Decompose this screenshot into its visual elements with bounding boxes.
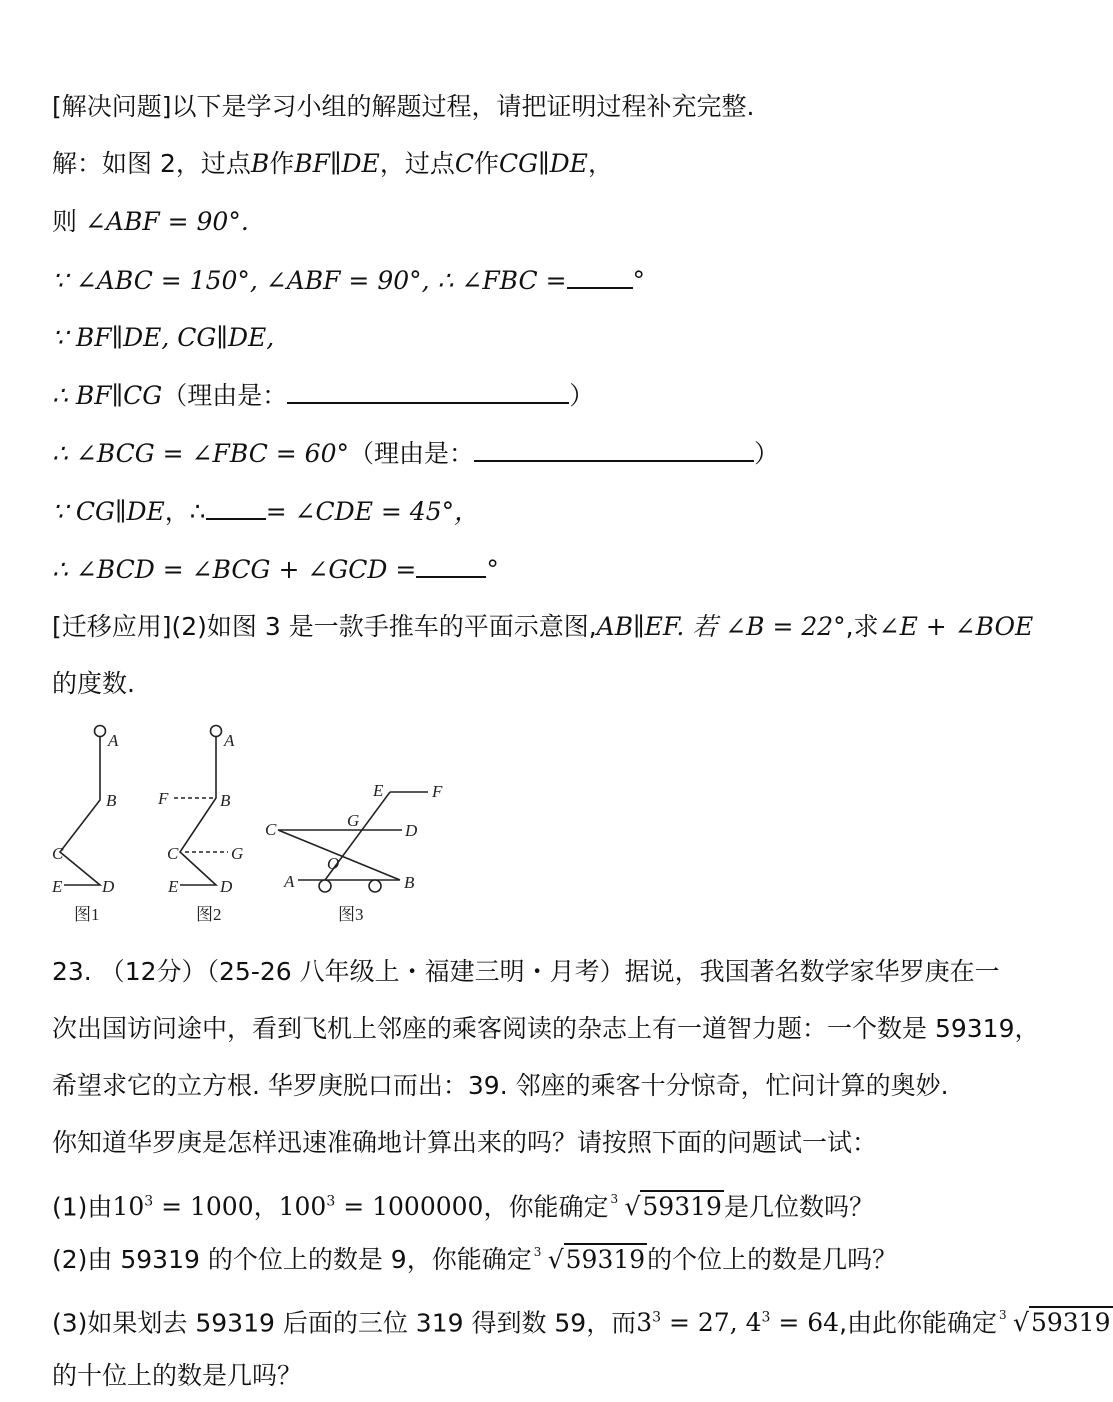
fig3-label-f: F: [432, 782, 443, 801]
solution-line-7: [52, 436, 779, 471]
parallel-bf-de: BF∥DE: [294, 149, 380, 178]
angle-cde: = ∠CDE = 45°，: [265, 497, 480, 526]
radical-sign: √: [547, 1245, 564, 1274]
cube-root-59319: [999, 1306, 1112, 1340]
fig3-label-a: A: [284, 872, 295, 891]
text: ）: [569, 381, 595, 410]
radicand: 59319: [1030, 1308, 1111, 1338]
fig1-path: [60, 736, 100, 885]
fig1-label-a: A: [108, 731, 119, 750]
solution-line-5: [52, 321, 274, 355]
solution-line-6: [52, 378, 594, 413]
value: = 1000000: [335, 1192, 484, 1222]
solution-line-8: [52, 494, 479, 529]
transfer-question-end: 的度数.: [52, 669, 135, 698]
root-index: 3: [610, 1192, 619, 1207]
exponent: 3: [144, 1194, 154, 1210]
cube-root-59319: [534, 1243, 647, 1277]
fig2-label-a: A: [224, 731, 235, 750]
power-100: [279, 1192, 484, 1221]
reason-blank-2[interactable]: [474, 436, 754, 462]
parallel-cg-de: ∵ CG∥DE: [52, 497, 165, 526]
root-index: 3: [999, 1308, 1007, 1323]
base: 10: [112, 1192, 145, 1222]
exponent: 3: [652, 1310, 662, 1326]
part-3: [52, 1301, 1113, 1340]
base: 100: [278, 1192, 327, 1222]
fig1-label-c: C: [52, 844, 64, 863]
text: ，过点: [379, 149, 455, 178]
text: 作: [473, 149, 499, 178]
root-index: 3: [533, 1245, 542, 1259]
text: (3)如果划去 59319 后面的三位 319 得到数 59，而: [52, 1308, 637, 1338]
value: = 64: [770, 1308, 840, 1338]
fig1-caption: 图1: [74, 905, 100, 924]
question-23-line-2: 次出国访问途中，看到飞机上邻座的乘客阅读的杂志上有一道智力题：一个数是 59319，: [52, 1014, 1040, 1043]
text: 则: [52, 207, 78, 236]
question-23-line-1: 23. （12分）（25-26 八年级上・福建三明・月考）据说，我国著名数学家华罗庚在一: [52, 957, 1000, 986]
reason-label: （理由是：: [349, 439, 475, 468]
part-2: [52, 1243, 897, 1277]
part-1: [52, 1185, 874, 1224]
value: = 1000，: [153, 1192, 279, 1222]
fig2-label-d: D: [220, 877, 233, 896]
fig2-label-g: G: [231, 844, 244, 863]
radicand: 59319: [642, 1192, 722, 1222]
target-expression: ∠E + ∠BOE: [878, 612, 1034, 641]
text: ,求: [845, 612, 879, 641]
fig1-label-d: D: [102, 877, 115, 896]
fig1-handle: [95, 726, 106, 737]
parallel-bf-cg: ∴ BF∥CG: [52, 381, 163, 410]
text: ，∴: [164, 497, 206, 526]
fig1-label-e: E: [52, 877, 63, 896]
fig3-label-e: E: [373, 781, 384, 800]
fig2-label-b: B: [220, 791, 231, 810]
parallel-statement: ∵ BF∥DE, CG∥DE,: [52, 323, 275, 352]
fig2-path: [180, 736, 216, 885]
fig3-label-b: B: [404, 873, 415, 892]
figures: [40, 720, 460, 930]
fig3-label-c: C: [265, 820, 277, 839]
reason-label: （理由是：: [162, 381, 288, 410]
text: (1)由: [52, 1192, 113, 1222]
text: ，你能确定: [483, 1192, 609, 1222]
text: 作: [269, 149, 295, 178]
fig3-label-d: D: [405, 821, 418, 840]
power-3: [636, 1308, 745, 1337]
text: ,由此你能确定: [839, 1308, 998, 1338]
condition: AB∥EF. 若 ∠B = 22°: [596, 612, 846, 641]
degree-sign: °: [632, 266, 646, 295]
exponent: 3: [326, 1194, 336, 1210]
exponent: 3: [761, 1310, 771, 1326]
cube-root-59319: [610, 1190, 723, 1224]
degree-sign: °: [486, 555, 499, 584]
reason-blank-1[interactable]: [287, 378, 569, 404]
radical-sign: √: [1013, 1308, 1029, 1338]
fig3-caption: 图3: [338, 905, 364, 924]
text: 的个位上的数是几吗？: [647, 1245, 898, 1274]
text: ）: [754, 439, 780, 468]
text: 是几位数吗？: [723, 1192, 874, 1222]
text: ，: [587, 149, 613, 178]
fig2-caption: 图2: [196, 905, 222, 924]
fig3-label-o: O: [327, 854, 340, 873]
radical-sign: √: [624, 1192, 641, 1222]
angle-statement: ∵ ∠ABC = 150°, ∠ABF = 90°, ∴ ∠FBC =: [52, 266, 567, 295]
answer-blank-bcd[interactable]: [416, 552, 486, 578]
solution-line-2: [52, 147, 613, 181]
radicand: 59319: [565, 1245, 646, 1274]
solution-intro: [解决问题]以下是学习小组的解题过程，请把证明过程补充完整.: [52, 92, 755, 121]
fig3-wheel-left: [319, 880, 331, 892]
base: 4: [745, 1308, 762, 1338]
question-23-line-3: 希望求它的立方根. 华罗庚脱口而出：39. 邻座的乘客十分惊奇，忙问计算的奥妙.: [52, 1071, 949, 1100]
part-3-end: 的十位上的数是几吗？: [52, 1361, 303, 1390]
text: (2)由 59319 的个位上的数是 9，你能确定: [52, 1245, 532, 1274]
solution-line-9: [52, 552, 499, 587]
fig2-handle: [211, 726, 222, 737]
angle-bcd: ∴ ∠BCD = ∠BCG + ∠GCD =: [52, 555, 417, 584]
fig2-label-f: F: [158, 789, 169, 808]
fig3-label-g: G: [347, 811, 360, 830]
solution-line-4: [52, 263, 645, 298]
fig2-label-c: C: [167, 844, 179, 863]
text: 解：如图 2，过点: [52, 149, 251, 178]
base: 3: [636, 1308, 653, 1338]
point-c: C: [454, 149, 474, 178]
angle-abf: ∠ABF = 90°.: [84, 207, 249, 236]
parallel-cg-de: CG∥DE: [498, 149, 588, 178]
fig2-label-e: E: [168, 877, 179, 896]
question-23-line-4: 你知道华罗庚是怎样迅速准确地计算出来的吗？请按照下面的问题试一试：: [52, 1128, 878, 1157]
answer-blank-angle[interactable]: [206, 494, 266, 520]
point-b: B: [250, 149, 270, 178]
value: = 27,: [661, 1308, 746, 1338]
angle-bcg: ∴ ∠BCG = ∠FBC = 60°: [52, 439, 349, 468]
text: [迁移应用](2)如图 3 是一款手推车的平面示意图,: [52, 612, 597, 641]
transfer-question: [52, 610, 1033, 644]
power-4: [746, 1308, 839, 1337]
power-10: [112, 1192, 278, 1221]
solution-line-3: [52, 205, 249, 239]
fig3-wheel-right: [369, 880, 381, 892]
fig1-label-b: B: [106, 791, 117, 810]
answer-blank-fbc[interactable]: [567, 263, 633, 289]
